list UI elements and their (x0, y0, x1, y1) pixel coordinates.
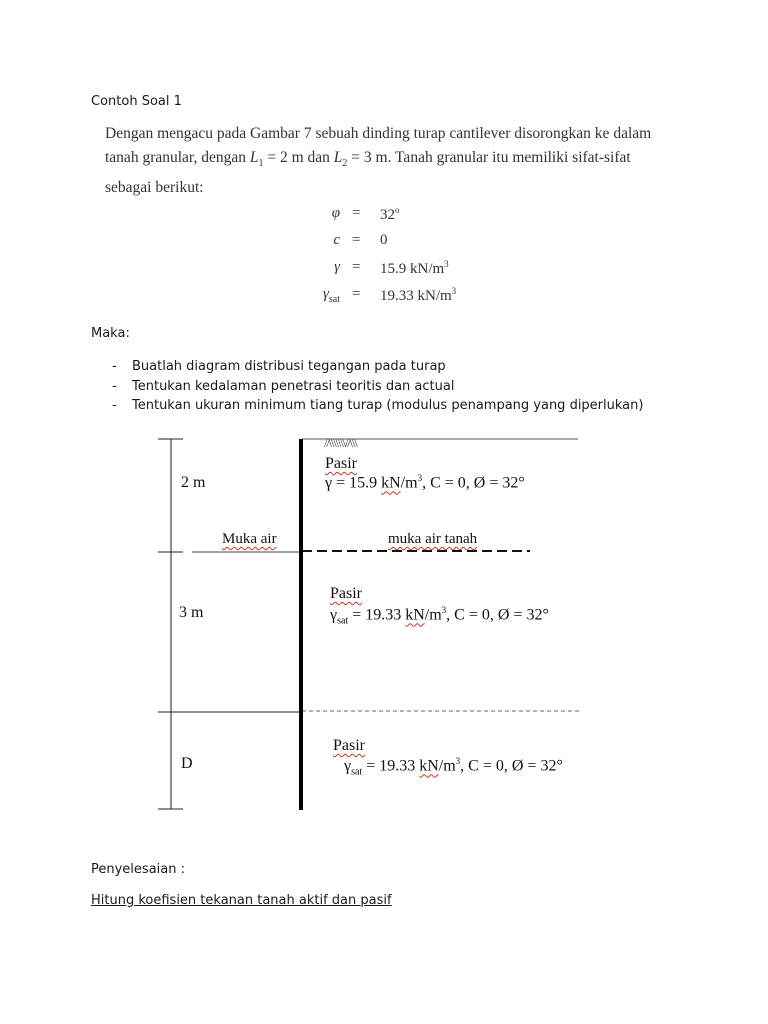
dim-label-2m: 2 m (181, 474, 206, 491)
layer-2-name: Pasir (330, 585, 362, 602)
solution-step: Hitung koefisien tekanan tanah aktif dan pasif (91, 893, 392, 908)
intro-line-2: tanah granular, dengan $L_1 = 2$ m dan $L_2 = 3$ m. Tanah granular itu memiliki sifat-sifat (105, 149, 631, 170)
heading: Contoh Soal 1 (91, 94, 182, 109)
layer-3-name: Pasir (333, 737, 365, 754)
list-item: - Tentukan kedalaman penetrasi teoritis dan actual (108, 377, 708, 397)
layer-1-props: γ = 15.9 $kN/m^3$, C = 0, Ø = 32° (325, 473, 525, 492)
maka-label: Maka: (91, 326, 130, 341)
ground-hatch: //\\\\\\\//\\\ (324, 436, 357, 450)
intro-paragraph (105, 122, 685, 200)
dim-label-D: D (181, 755, 193, 772)
task-list (108, 357, 708, 416)
layer-3-props: $\gamma_{sat} = 19.33$ $kN/m^3$, C = 0, Ø = 32° (344, 756, 563, 778)
dim-label-3m: 3 m (179, 604, 204, 621)
intro-line-1: Dengan mengacu pada Gambar 7 sebuah dinding turap cantilever disorongkan ke dalam (105, 125, 652, 142)
properties-block: φ = 32$^o$ c = 0 γ = 15.9 $kN/m^3$ $\gamma_{sat}$ = 19.33 $kN/m^3$ (322, 205, 457, 305)
layer-2-props: $\gamma_{sat} = 19.33$ $kN/m^3$, C = 0, Ø = 32° (330, 605, 549, 627)
layer-1-name: Pasir (325, 455, 357, 472)
solution-label: Penyelesaian : (91, 862, 185, 877)
list-item: - Buatlah diagram distribusi tegangan pada turap (108, 357, 708, 377)
list-item: - Tentukan ukuran minimum tiang turap (modulus penampang yang diperlukan) (108, 396, 708, 416)
intro-line-3: sebagai berikut: (105, 179, 204, 197)
water-label-left: Muka air (222, 531, 277, 547)
water-label-right: muka air tanah (388, 531, 478, 547)
